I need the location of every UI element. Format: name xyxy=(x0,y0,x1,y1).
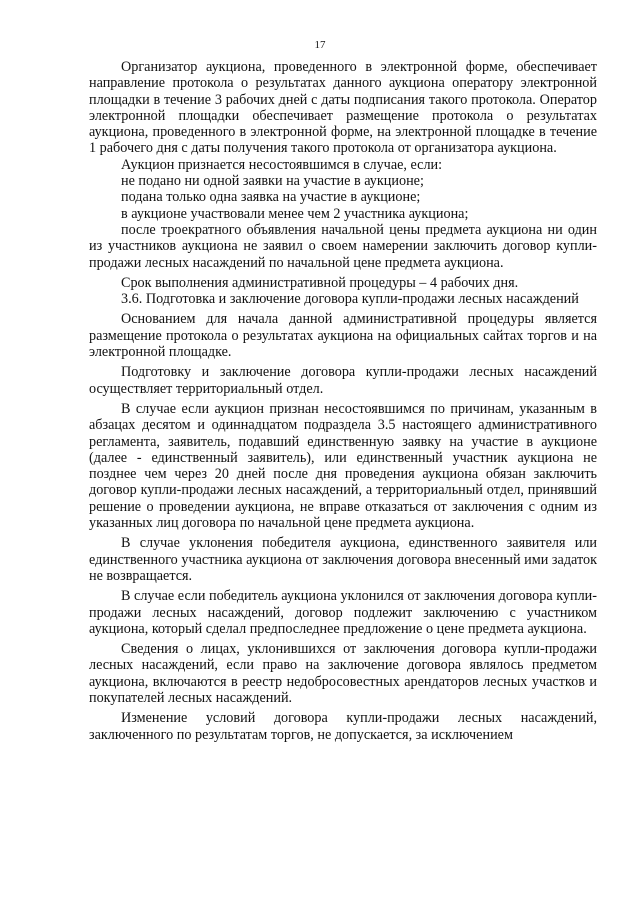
document-body xyxy=(89,59,597,743)
list-item-fewer-than-two: в аукционе участвовали менее чем 2 участника аукциона; xyxy=(121,205,469,222)
section-heading-3-6: 3.6. Подготовка и заключение договора купли-продажи лесных насаждений xyxy=(121,291,579,308)
list-item-no-bid-after-three-calls: после троекратного объявления начальной цены предмета аукциона ни один из участников аукциона не заявил о своем намерении заключить договор купли-продажи лесных насаждений по начальной цене предмета аукциона. xyxy=(89,221,597,271)
paragraph-deposit-not-returned: В случае уклонения победителя аукциона, единственного заявителя или единственного участника аукциона от заключения договора внесенный ими задаток не возвращается. xyxy=(89,535,597,584)
paragraph-procedure-duration: Срок выполнения административной процедуры – 4 рабочих дня. xyxy=(121,274,519,291)
paragraph-unreliable-registry: Сведения о лицах, уклонившихся от заключения договора купли-продажи лесных насаждений, если право на заключение договора являлось предметом аукциона, включаются в реестр недобросовестных арендаторов лесных участков и покупателей лесных насаждений. xyxy=(89,641,597,706)
paragraph-procedure-basis: Основанием для начала данной административной процедуры является размещение протокола о результатах аукциона на официальных сайтах торгов и на электронной площадке. xyxy=(89,311,597,361)
list-item-single-application: подана только одна заявка на участие в аукционе; xyxy=(121,189,421,206)
paragraph-single-participant-contract: В случае если аукцион признан несостоявшимся по причинам, указанным в абзацах десятом и одиннадцатом подраздела 3.5 настоящего административного регламента, заявитель, подавший единственную заявку на участие в аукционе (далее - единственный заявитель), или единственный участник аукциона не позднее чем через 20 дней после дня проведения аукциона обязан заключить договор купли-продажи лесных насаждений, а территориальный отдел, принявший решение о проведении аукциона, не вправе отказаться от заключения с одним из указанных лиц договора по начальной цене предмета аукциона. xyxy=(89,400,597,532)
paragraph-contract-changes: Изменение условий договора купли-продажи лесных насаждений, заключенного по результатам торгов, не допускается, за исключением xyxy=(89,710,597,743)
paragraph-protocol-publication: Организатор аукциона, проведенного в электронной форме, обеспечивает направление протокола о результатах данного аукциона оператору электронной площадки в течение 3 рабочих дней с даты подписания такого протокола. Оператор электронной площадки обеспечивает размещение протокола о результатах аукциона, проведенного в электронной форме, на электронной площадке в течение 1 рабочего дня с даты получения такого протокола от организатора аукциона. xyxy=(89,59,597,157)
paragraph-responsible-department: Подготовку и заключение договора купли-продажи лесных насаждений осуществляет территориальный отдел. xyxy=(89,364,597,397)
page-number: 17 xyxy=(314,39,326,51)
list-item-no-applications: не подано ни одной заявки на участие в аукционе; xyxy=(121,173,424,190)
paragraph-winner-evasion: В случае если победитель аукциона уклонился от заключения договора купли-продажи лесных насаждений, договор подлежит заключению с участником аукциона, который сделал предпоследнее предложение о цене предмета аукциона. xyxy=(89,588,597,637)
paragraph-auction-failed-intro: Аукцион признается несостоявшимся в случае, если: xyxy=(121,156,443,173)
